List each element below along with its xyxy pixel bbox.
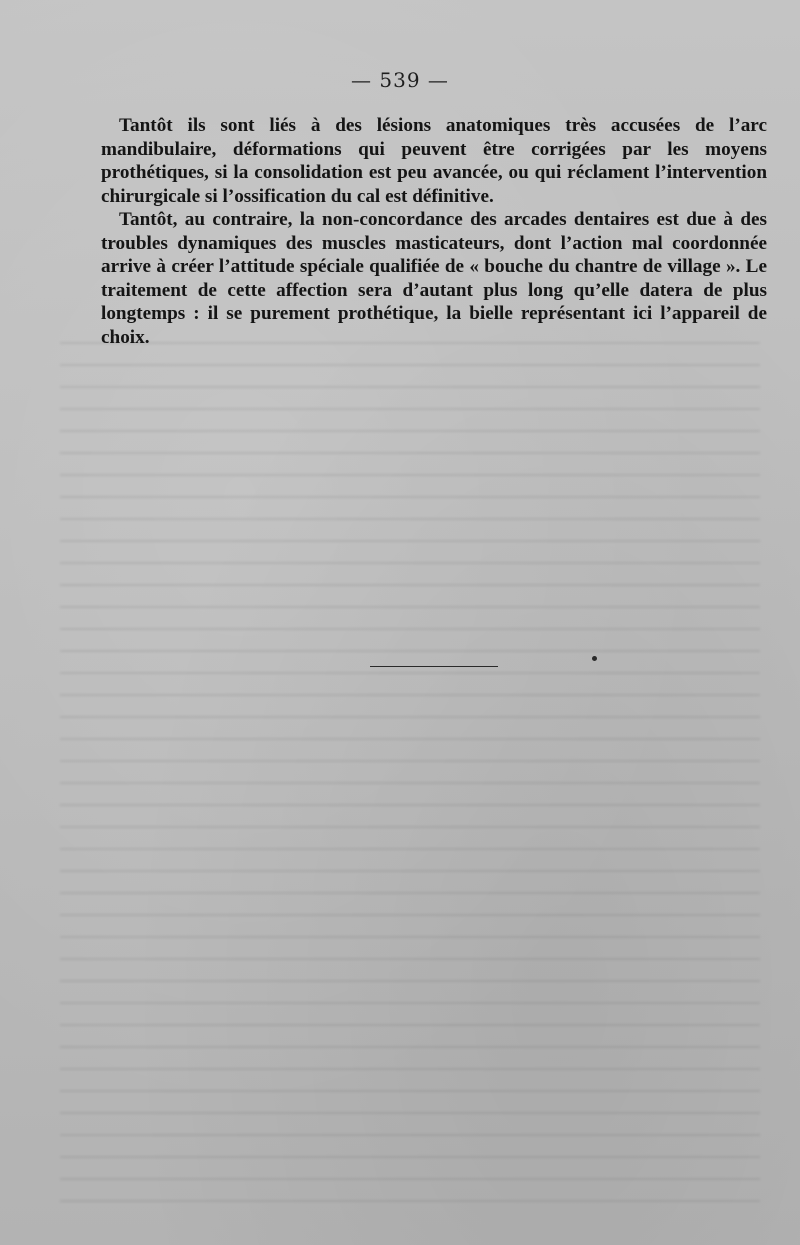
section-separator-line [370,666,498,667]
body-text [101,114,767,349]
paragraph-2: Tantôt, au contraire, la non-concordance des arcades dentaires est due à des troubles dynamiques des muscles masticateurs, dont l’action mal coordonnée arrive à créer l’attitude spéciale qualifiée de « bouche du chantre de village ». Le traitement de cette affection sera d’autant plus long qu’elle datera de plus longtemps : il se purement prothétique, la bielle représentant ici l’appareil de choix. [101,209,767,348]
show-through-texture [60,330,760,1210]
page-number: — 539 — [351,68,449,92]
ink-speck [592,656,597,661]
paragraph-1: Tantôt ils sont liés à des lésions anatomiques très accusées de l’arc mandibulaire, déformations qui peuvent être corrigées par les moyens prothétiques, si la consolidation est peu avancée, ou qui réclament l’intervention chirurgicale si l’ossification du cal est définitive. [101,115,767,207]
